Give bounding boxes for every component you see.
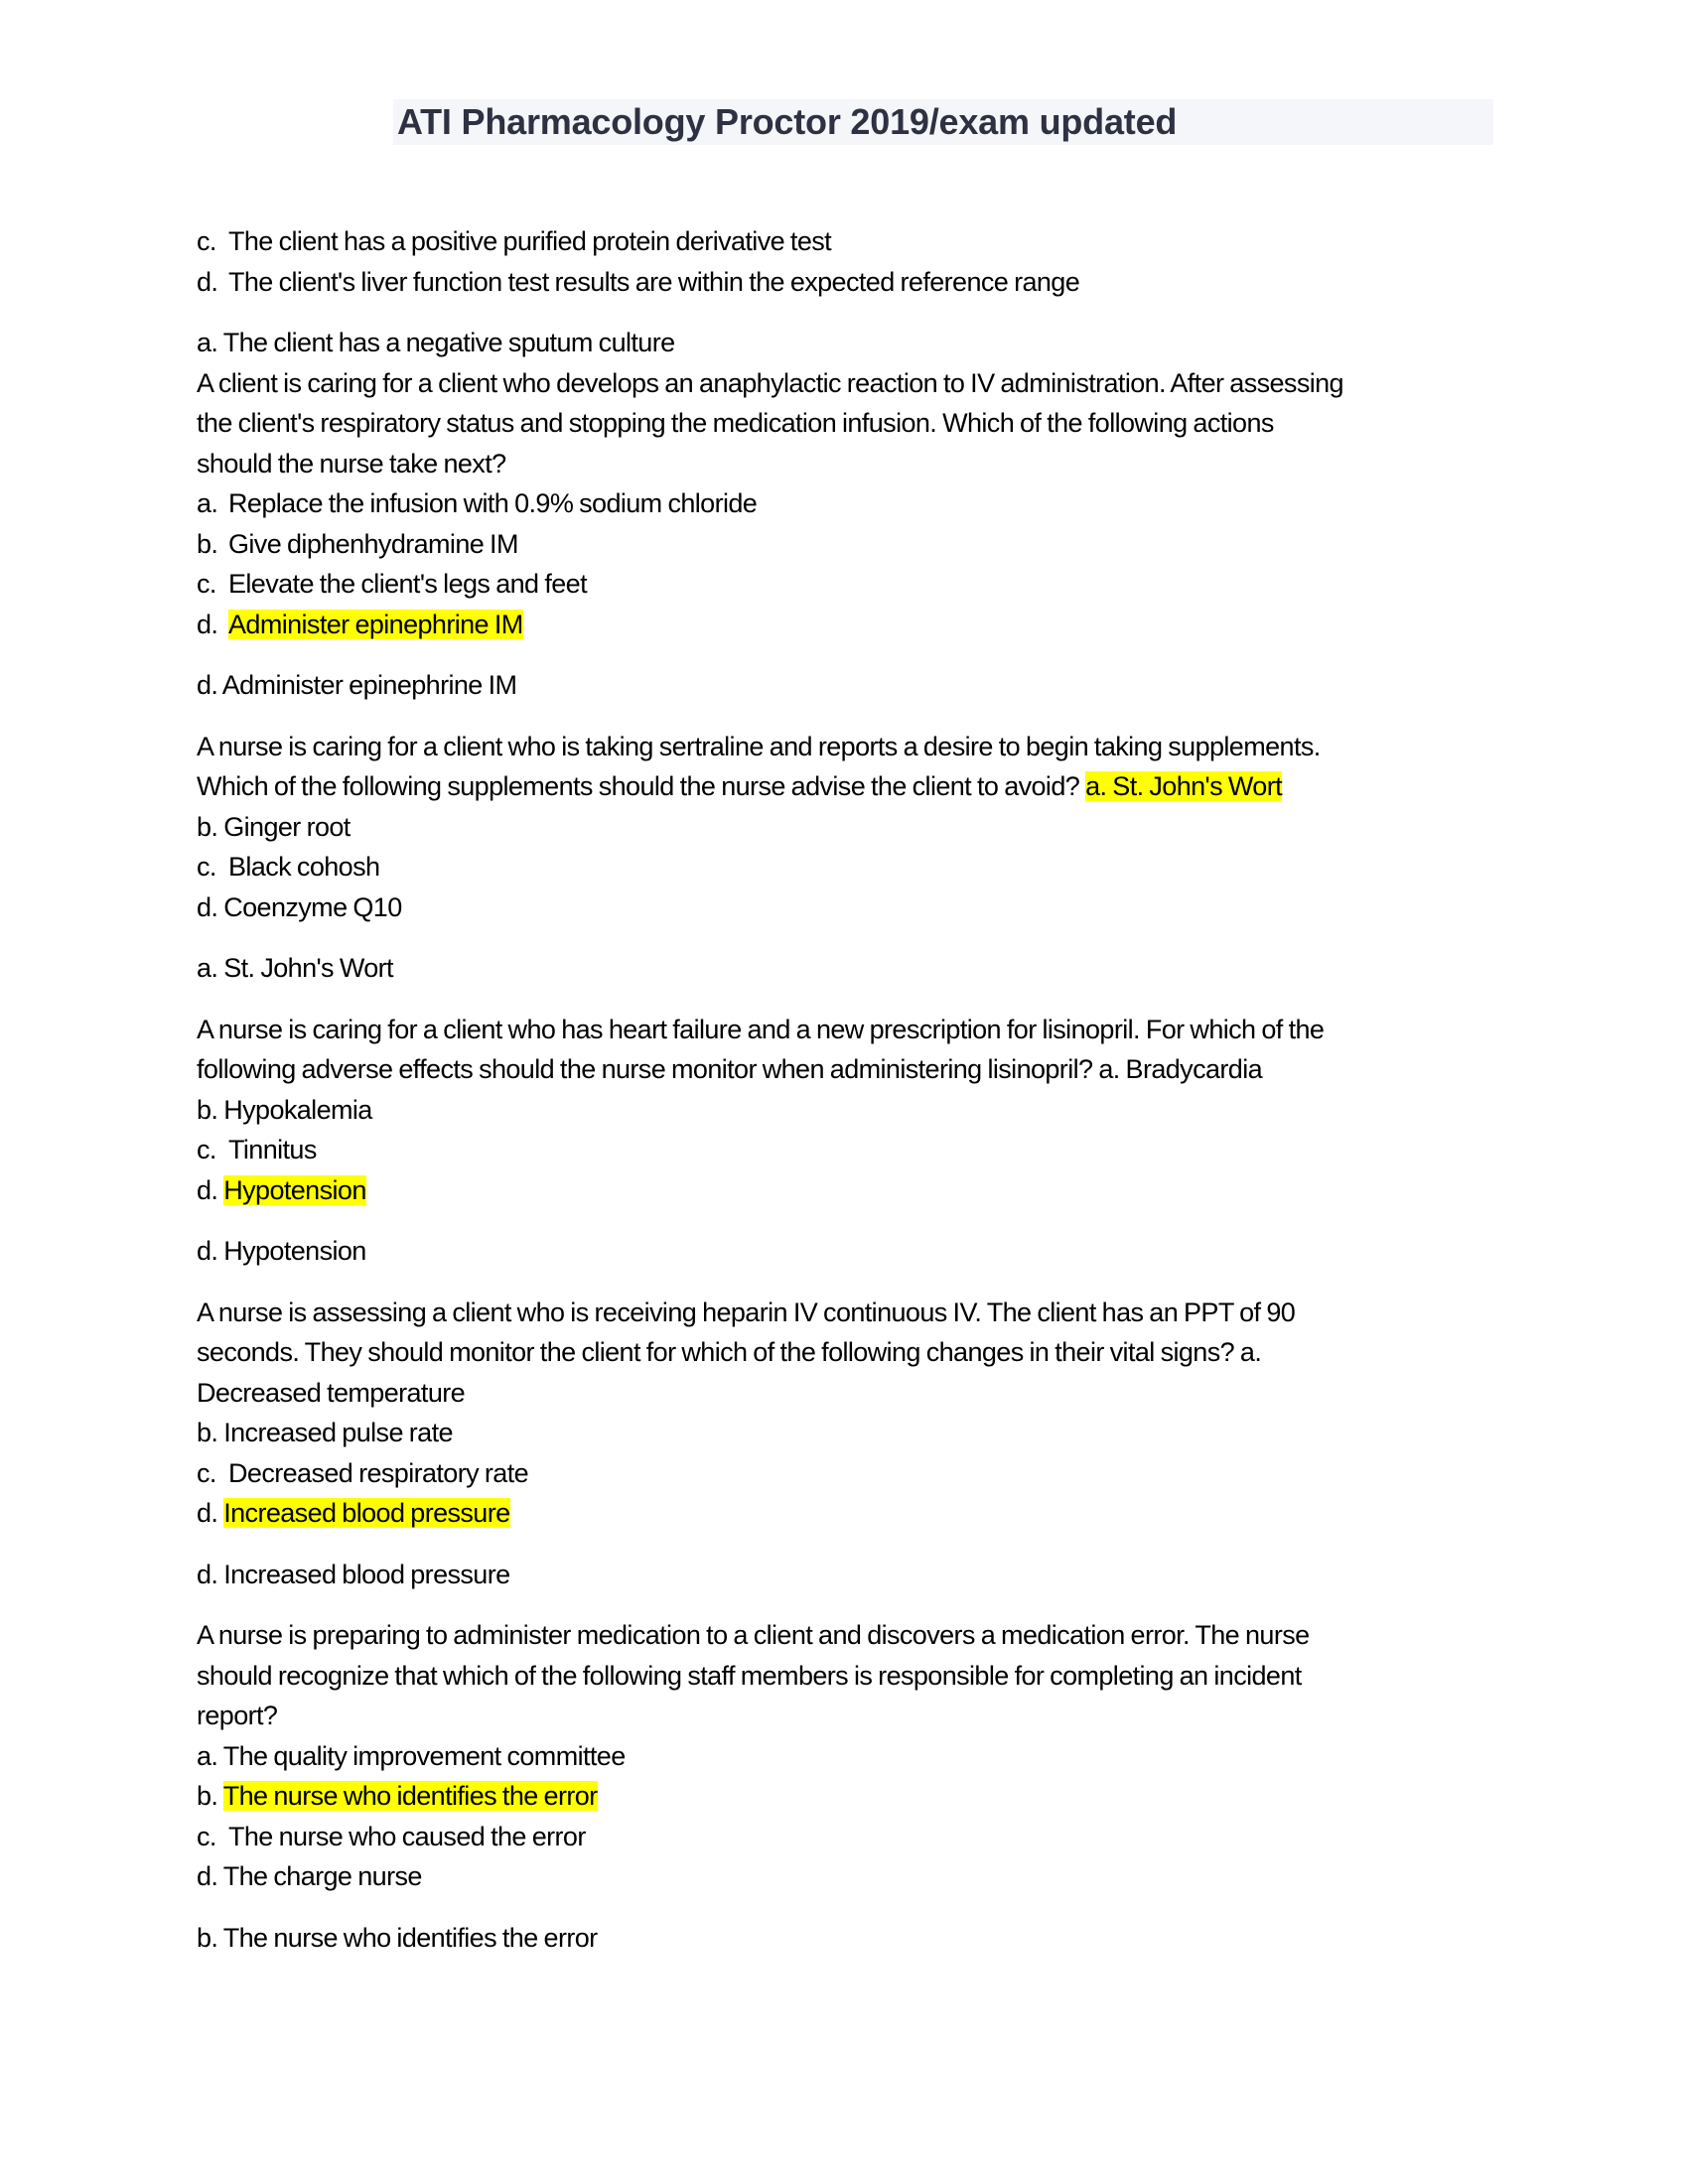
option-d: d. The charge nurse: [197, 1861, 422, 1891]
option-d: d. Increased blood pressure: [197, 1498, 510, 1528]
option-a: a. The quality improvement committee: [197, 1740, 626, 1771]
answer-line: a. St. John's Wort: [197, 953, 393, 983]
question-stem-line: A nurse is caring for a client who has heart failure and a new prescription for lisinopril. For which of the: [197, 1014, 1325, 1044]
highlighted-answer: a. St. John's Wort: [1085, 771, 1283, 801]
question-stem-line: A client is caring for a client who develops an anaphylactic reaction to IV administration. After assessing: [197, 367, 1343, 398]
option-b: b. The nurse who identifies the error: [197, 1781, 598, 1811]
answer-line: a. The client has a negative sputum culture: [197, 328, 675, 357]
answer-line: d. Administer epinephrine IM: [197, 670, 517, 700]
question-block: [197, 363, 1497, 727]
option-b: b. Hypokalemia: [197, 1094, 372, 1125]
document-title-bar: [393, 99, 1493, 145]
question-stem-line: A nurse is preparing to administer medication to a client and discovers a medication error. The nurse: [197, 1620, 1310, 1650]
question-block: [197, 1615, 1497, 1958]
question-block: [197, 1010, 1497, 1293]
option-d: d. Coenzyme Q10: [197, 891, 402, 922]
question-stem-line: should the nurse take next?: [197, 448, 506, 478]
option-b: b. Increased pulse rate: [197, 1418, 453, 1447]
answer-line: d. Hypotension: [197, 1236, 366, 1266]
highlighted-answer: The nurse who identifies the error: [222, 1781, 598, 1811]
question-fragment: [197, 221, 1497, 363]
highlighted-answer: Hypotension: [223, 1174, 366, 1205]
document-body: [197, 221, 1497, 1958]
question-stem-line: following adverse effects should the nurse monitor when administering lisinopril? a. Bradycardia: [197, 1054, 1263, 1084]
question-stem-line: A nurse is caring for a client who is taking sertraline and reports a desire to begin taking supplements.: [197, 731, 1321, 761]
question-stem-line: Decreased temperature: [197, 1377, 466, 1408]
option-c: c. Elevate the client's legs and feet: [197, 569, 587, 599]
answer-line: b. The nurse who identifies the error: [197, 1922, 598, 1953]
option-b: b. Ginger root: [197, 811, 351, 842]
question-stem-line: Which of the following supplements should the nurse advise the client to avoid? a. St. John's Wort: [197, 771, 1283, 801]
option-c: c. Black cohosh: [197, 852, 380, 882]
question-block: [197, 1293, 1497, 1616]
document-title: ATI Pharmacology Proctor 2019/exam updated: [397, 101, 1178, 142]
question-stem-line: seconds. They should monitor the client for which of the following changes in their vital signs? a.: [197, 1337, 1262, 1367]
highlighted-answer: Increased blood pressure: [223, 1498, 510, 1528]
option-c: c. The client has a positive purified protein derivative test: [197, 226, 832, 256]
answer-line: d. Increased blood pressure: [197, 1559, 510, 1589]
question-stem-line: the client's respiratory status and stopping the medication infusion. Which of the following actions: [197, 408, 1274, 438]
option-a: a. Replace the infusion with 0.9% sodium chloride: [197, 488, 758, 518]
option-c: c. Tinnitus: [197, 1135, 317, 1164]
option-d: d. The client's liver function test results are within the expected reference range: [197, 266, 1080, 297]
option-b: b. Give diphenhydramine IM: [197, 528, 518, 559]
question-stem-line: report?: [197, 1701, 278, 1730]
question-stem-line: should recognize that which of the following staff members is responsible for completing an incident: [197, 1660, 1302, 1691]
question-stem-line: A nurse is assessing a client who is receiving heparin IV continuous IV. The client has an PPT of 90: [197, 1297, 1296, 1327]
question-block: [197, 727, 1497, 1010]
option-d: d. Hypotension: [197, 1174, 366, 1205]
highlighted-answer: Administer epinephrine IM: [228, 609, 523, 639]
option-c: c. Decreased respiratory rate: [197, 1457, 529, 1488]
option-c: c. The nurse who caused the error: [197, 1821, 586, 1851]
option-d: d. Administer epinephrine IM: [197, 609, 523, 639]
